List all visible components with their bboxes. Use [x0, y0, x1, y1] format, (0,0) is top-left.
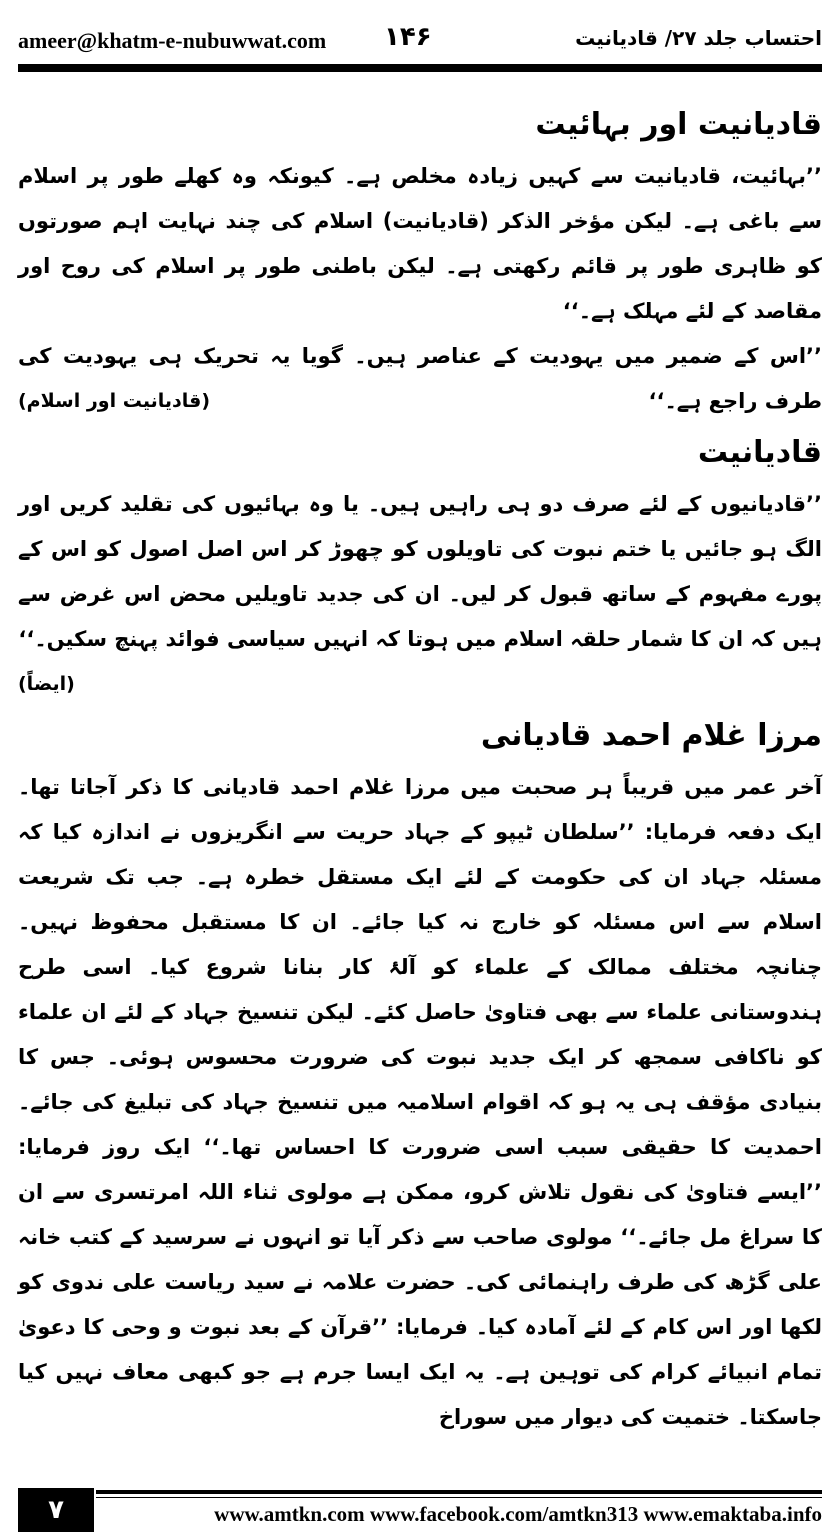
paragraph: آخر عمر میں قریباً ہر صحبت میں مرزا غلام احمد قادیانی کا ذکر آجاتا تھا۔ ایک دفعہ فرمایا: ’’سلطان ٹیپو کے جہاد حریت سے انگریزوں نے اندازہ کیا کہ مسئلہ جہاد ان کی حکومت کے لئے ایک مستقل خطرہ ہے۔ جب تک شریعت اسلام سے اس مسئلہ کو خارج نہ کیا جائے۔ ان کا مستقبل محفوظ نہیں۔ چنانچہ مختلف ممالک کے علماء کو آلۂ کار بنانا شروع کیا۔ اسی طرح ہندوستانی علماء سے بھی فتاویٰ حاصل کئے۔ لیکن تنسیخ جہاد کے لئے ان علماء کو ناکافی سمجھ کر ایک جدید نبوت کی ضرورت محسوس ہوئی۔ جس کا بنیادی مؤقف ہی یہ ہو کہ اقوام اسلامیہ میں تنسیخ جہاد کی تبلیغ کی جائے۔ احمدیت کا حقیقی سبب اسی ضرورت کا احساس تھا۔‘‘ ایک روز فرمایا: ’’ایسے فتاویٰ کی نقول تلاش کرو، ممکن ہے مولوی ثناء اللہ امرتسری سے ان کا سراغ مل جائے۔‘‘ مولوی صاحب سے ذکر آیا تو انہوں نے سرسید کے کتب خانہ علی گڑھ کی طرف راہنمائی کی۔ حضرت علامہ نے سید ریاست علی ندوی کو لکھا اور اس کام کے لئے آمادہ کیا۔ فرمایا: ’’قرآن کے بعد نبوت و وحی کا دعویٰ تمام انبیائے کرام کی توہین ہے۔ یہ ایک ایسا جرم ہے جو کبھی معاف نہیں کیا جاسکتا۔ ختمیت کی دیوار میں سوراخ	[18, 775, 822, 1429]
footer-rule	[96, 1490, 822, 1494]
header-page-number: ۱۴۶	[384, 22, 432, 52]
page-content	[18, 96, 822, 1440]
header-rule	[18, 64, 822, 72]
citation: (ایضاً)	[18, 673, 75, 695]
footer-rule-thin	[96, 1497, 822, 1498]
citation: (قادیانیت اور اسلام)	[18, 390, 211, 412]
section-heading: قادیانیت اور بہائیت	[535, 107, 822, 142]
paragraph	[18, 482, 822, 695]
paragraph	[18, 334, 822, 424]
paragraph: ’’بہائیت، قادیانیت سے کہیں زیادہ مخلص ہے۔ کیونکہ وہ کھلے طور پر اسلام سے باغی ہے۔ لیکن مؤخر الذکر (قادیانیت) اسلام کی چند نہایت اہم صورتوں کو ظاہری طور پر قائم رکھتی ہے۔ لیکن باطنی طور پر اسلام کی روح اور مقاصد کے لئے مہلک ہے۔‘‘	[18, 164, 822, 323]
footer-links: www.amtkn.com www.facebook.com/amtkn313 www.emaktaba.info	[214, 1502, 822, 1526]
section-heading: مرزا غلام احمد قادیانی	[480, 718, 822, 753]
header-series-title: احتساب جلد ۲۷/ قادیانیت	[575, 26, 822, 50]
footer-page-marker: ٧	[18, 1488, 94, 1532]
page-header	[18, 22, 822, 62]
header-email: ameer@khatm-e-nubuwwat.com	[18, 28, 327, 53]
paragraph-text: ’’قادیانیوں کے لئے صرف دو ہی راہیں ہیں۔ یا وہ بہائیوں کی تقلید کریں اور الگ ہو جائیں یا ختم نبوت کی تاویلوں کو چھوڑ کر اس اصل اصول کو اس کے پورے مفہوم کے ساتھ قبول کر لیں۔ ان کی جدید تاویلیں محض اس غرض سے ہیں کہ ان کا شمار حلقہ اسلام میں ہوتا کہ انہیں سیاسی فوائد پہنچ سکیں۔‘‘	[18, 492, 822, 651]
paragraph-text: ’’اس کے ضمیر میں یہودیت کے عناصر ہیں۔ گویا یہ تحریک ہی یہودیت کی طرف راجع ہے۔‘‘	[18, 344, 822, 413]
section-heading: قادیانیت	[697, 435, 822, 470]
